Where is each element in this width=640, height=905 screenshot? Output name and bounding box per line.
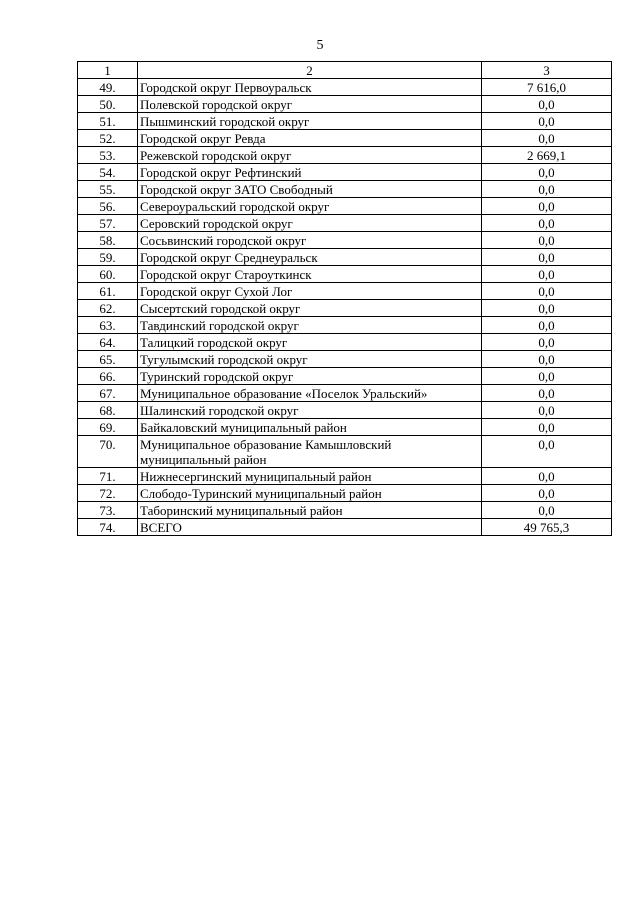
row-number-cell: 58. <box>78 232 138 249</box>
column-header-name: 2 <box>138 62 482 79</box>
municipality-name-cell: Нижнесергинский муниципальный район <box>138 468 482 485</box>
municipality-name-cell: Муниципальное образование «Поселок Уральский» <box>138 385 482 402</box>
municipality-name-cell: Туринский городской округ <box>138 368 482 385</box>
row-number-cell: 66. <box>78 368 138 385</box>
municipality-name-cell: Шалинский городской округ <box>138 402 482 419</box>
row-number-cell: 69. <box>78 419 138 436</box>
row-number-cell: 68. <box>78 402 138 419</box>
amount-cell: 0,0 <box>482 402 612 419</box>
municipality-name-cell: Байкаловский муниципальный район <box>138 419 482 436</box>
amount-cell: 49 765,3 <box>482 519 612 536</box>
row-number-cell: 57. <box>78 215 138 232</box>
amount-cell: 0,0 <box>482 96 612 113</box>
table-row <box>78 368 612 385</box>
municipality-name-cell: Городской округ Сухой Лог <box>138 283 482 300</box>
table-row <box>78 502 612 519</box>
amount-cell: 0,0 <box>482 164 612 181</box>
table-row <box>78 198 612 215</box>
municipality-name-cell: Серовский городской округ <box>138 215 482 232</box>
row-number-cell: 50. <box>78 96 138 113</box>
row-number-cell: 64. <box>78 334 138 351</box>
municipality-name-cell: Городской округ Староуткинск <box>138 266 482 283</box>
municipality-name-cell: ВСЕГО <box>138 519 482 536</box>
amount-cell: 0,0 <box>482 334 612 351</box>
column-header-value: 3 <box>482 62 612 79</box>
data-table <box>77 61 612 536</box>
row-number-cell: 73. <box>78 502 138 519</box>
amount-cell: 0,0 <box>482 198 612 215</box>
municipality-name-cell: Тавдинский городской округ <box>138 317 482 334</box>
row-number-cell: 67. <box>78 385 138 402</box>
amount-cell: 0,0 <box>482 181 612 198</box>
row-number-cell: 52. <box>78 130 138 147</box>
amount-cell: 0,0 <box>482 436 612 468</box>
table-row <box>78 113 612 130</box>
table-row <box>78 283 612 300</box>
municipality-name-cell: Североуральский городской округ <box>138 198 482 215</box>
table-row <box>78 519 612 536</box>
amount-cell: 0,0 <box>482 468 612 485</box>
municipality-name-cell: Полевской городской округ <box>138 96 482 113</box>
table-row <box>78 317 612 334</box>
table-row <box>78 419 612 436</box>
municipality-name-cell: Слободо-Туринский муниципальный район <box>138 485 482 502</box>
amount-cell: 0,0 <box>482 502 612 519</box>
amount-cell: 0,0 <box>482 215 612 232</box>
amount-cell: 0,0 <box>482 368 612 385</box>
municipality-name-cell: Тугулымский городской округ <box>138 351 482 368</box>
amount-cell: 0,0 <box>482 485 612 502</box>
row-number-cell: 63. <box>78 317 138 334</box>
amount-cell: 0,0 <box>482 300 612 317</box>
amount-cell: 0,0 <box>482 113 612 130</box>
table-row <box>78 485 612 502</box>
amount-cell: 0,0 <box>482 249 612 266</box>
table-row <box>78 164 612 181</box>
amount-cell: 0,0 <box>482 385 612 402</box>
table-header-row <box>78 62 612 79</box>
amount-cell: 0,0 <box>482 317 612 334</box>
amount-cell: 0,0 <box>482 130 612 147</box>
amount-cell: 0,0 <box>482 232 612 249</box>
table-row <box>78 266 612 283</box>
table-row <box>78 385 612 402</box>
amount-cell: 0,0 <box>482 266 612 283</box>
municipality-name-cell: Городской округ Первоуральск <box>138 79 482 96</box>
amount-cell: 0,0 <box>482 419 612 436</box>
table-body <box>78 62 612 536</box>
row-number-cell: 71. <box>78 468 138 485</box>
table-row <box>78 232 612 249</box>
row-number-cell: 55. <box>78 181 138 198</box>
municipality-name-cell: Режевской городской округ <box>138 147 482 164</box>
page-number: 5 <box>316 38 324 53</box>
row-number-cell: 61. <box>78 283 138 300</box>
municipality-name-cell: Муниципальное образование Камышловский муниципальный район <box>138 436 482 468</box>
table-row <box>78 300 612 317</box>
municipality-name-cell: Сосьвинский городской округ <box>138 232 482 249</box>
row-number-cell: 54. <box>78 164 138 181</box>
amount-cell: 0,0 <box>482 351 612 368</box>
row-number-cell: 53. <box>78 147 138 164</box>
table-row <box>78 351 612 368</box>
row-number-cell: 51. <box>78 113 138 130</box>
municipality-name-cell: Городской округ Среднеуральск <box>138 249 482 266</box>
amount-cell: 7 616,0 <box>482 79 612 96</box>
table-row <box>78 249 612 266</box>
table-row <box>78 147 612 164</box>
municipality-name-cell: Городской округ Ревда <box>138 130 482 147</box>
table-row <box>78 402 612 419</box>
row-number-cell: 70. <box>78 436 138 468</box>
table-row <box>78 96 612 113</box>
municipality-name-cell: Пышминский городской округ <box>138 113 482 130</box>
row-number-cell: 74. <box>78 519 138 536</box>
municipality-name-cell: Талицкий городской округ <box>138 334 482 351</box>
table-row <box>78 436 612 468</box>
row-number-cell: 49. <box>78 79 138 96</box>
row-number-cell: 72. <box>78 485 138 502</box>
table-row <box>78 468 612 485</box>
table-row <box>78 181 612 198</box>
row-number-cell: 60. <box>78 266 138 283</box>
row-number-cell: 65. <box>78 351 138 368</box>
column-header-number: 1 <box>78 62 138 79</box>
municipality-name-cell: Городской округ ЗАТО Свободный <box>138 181 482 198</box>
amount-cell: 0,0 <box>482 283 612 300</box>
table-row <box>78 215 612 232</box>
municipality-name-cell: Таборинский муниципальный район <box>138 502 482 519</box>
municipality-name-cell: Городской округ Рефтинский <box>138 164 482 181</box>
row-number-cell: 59. <box>78 249 138 266</box>
table-row <box>78 130 612 147</box>
row-number-cell: 62. <box>78 300 138 317</box>
municipality-name-cell: Сысертский городской округ <box>138 300 482 317</box>
table-row <box>78 79 612 96</box>
table-row <box>78 334 612 351</box>
amount-cell: 2 669,1 <box>482 147 612 164</box>
row-number-cell: 56. <box>78 198 138 215</box>
